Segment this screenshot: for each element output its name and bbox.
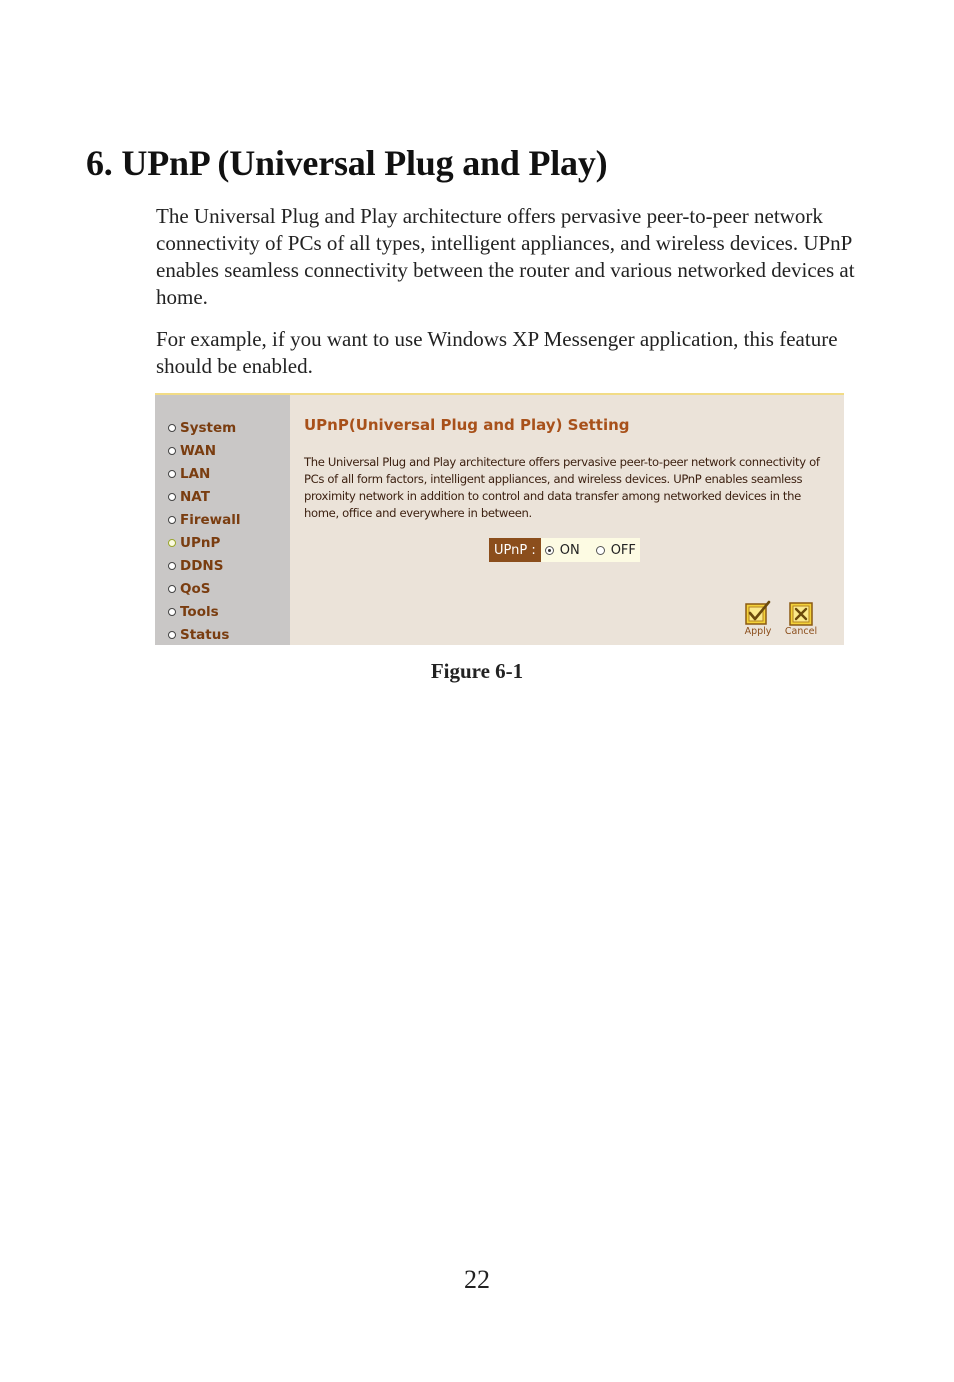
sidebar-item-firewall[interactable] — [168, 510, 241, 530]
checkmark-icon — [744, 600, 772, 626]
bullet-icon — [168, 447, 176, 455]
sidebar-item-ddns[interactable] — [168, 556, 223, 576]
upnp-options — [541, 538, 640, 562]
page-number: 22 — [464, 1265, 490, 1294]
sidebar-item-label: DDNS — [180, 558, 224, 574]
bullet-icon — [168, 470, 176, 478]
radio-icon[interactable] — [596, 546, 605, 555]
apply-button[interactable] — [738, 600, 778, 637]
sidebar-item-status[interactable] — [168, 625, 229, 645]
figure-caption: Figure 6-1 — [430, 659, 524, 683]
apply-label: Apply — [744, 626, 772, 637]
bullet-icon — [168, 493, 176, 501]
bullet-icon — [168, 516, 176, 524]
sidebar-item-label: Status — [180, 627, 230, 643]
sidebar-item-qos[interactable] — [168, 579, 210, 599]
upnp-label: UPnP : — [489, 538, 541, 562]
sidebar-item-upnp[interactable] — [168, 533, 220, 553]
bullet-active-icon — [168, 539, 176, 547]
bullet-icon — [168, 562, 176, 570]
upnp-toggle — [489, 538, 640, 562]
bullet-icon — [168, 631, 176, 639]
cancel-label: Cancel — [784, 626, 818, 637]
sidebar-item-label: Tools — [180, 604, 219, 620]
sidebar-item-label: Firewall — [180, 512, 241, 528]
upnp-on-option[interactable] — [545, 543, 580, 558]
sidebar-item-lan[interactable] — [168, 464, 210, 484]
intro-paragraph: The Universal Plug and Play architecture offers pervasive peer-to-peer network connectivity of PCs of all types, intelligent appliances, and wireless devices. UPnP enables seamless connectivity between the router and various networked devices at home. — [156, 204, 855, 309]
radio-selected-icon[interactable] — [545, 546, 554, 555]
upnp-on-label: ON — [559, 542, 580, 558]
sidebar-item-label: WAN — [180, 443, 217, 459]
bullet-icon — [168, 608, 176, 616]
upnp-off-option[interactable] — [596, 543, 636, 558]
cancel-button[interactable] — [781, 600, 821, 637]
settings-panel — [290, 395, 844, 645]
section-heading: 6. UPnP (Universal Plug and Play) — [86, 143, 608, 183]
settings-description: The Universal Plug and Play architecture offers pervasive peer-to-peer network connectivity of PCs of all form factors, intelligent appliances, and wireless devices. UPnP enables seamless proximity network in addition to control and data transfer among networked devices in the home, office and everywhere in between. — [304, 455, 820, 520]
sidebar-item-system[interactable] — [168, 418, 236, 438]
close-icon — [787, 600, 815, 626]
sidebar-item-label: System — [180, 420, 237, 436]
bullet-icon — [168, 424, 176, 432]
sidebar-item-tools[interactable] — [168, 602, 219, 622]
sidebar-item-label: NAT — [180, 489, 210, 505]
settings-title: UPnP(Universal Plug and Play) Setting — [304, 416, 630, 434]
example-paragraph: For example, if you want to use Windows XP Messenger application, this feature should be enabled. — [156, 327, 838, 378]
upnp-off-label: OFF — [610, 542, 636, 558]
sidebar-item-nat[interactable] — [168, 487, 210, 507]
sidebar-nav — [155, 395, 290, 645]
bullet-icon — [168, 585, 176, 593]
router-screenshot — [155, 393, 844, 645]
sidebar-item-label: UPnP — [180, 535, 221, 551]
sidebar-item-label: QoS — [180, 581, 211, 597]
sidebar-item-wan[interactable] — [168, 441, 216, 461]
sidebar-item-label: LAN — [180, 466, 211, 482]
